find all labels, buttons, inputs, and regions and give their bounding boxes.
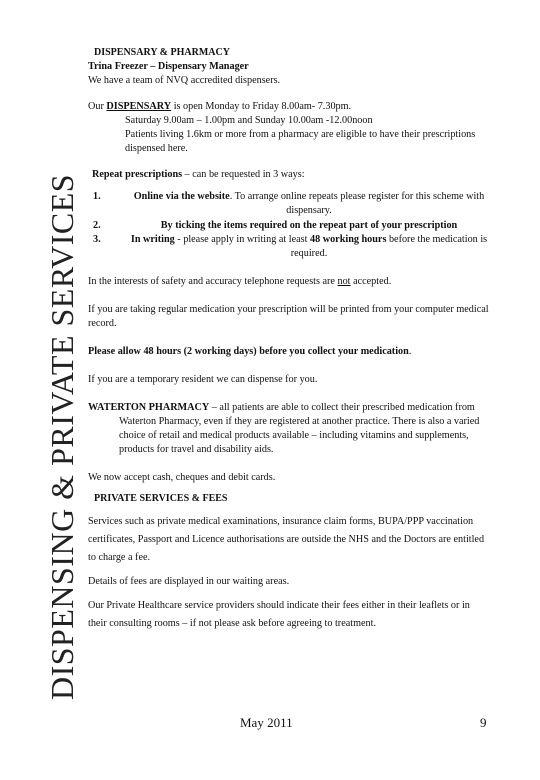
list-item-text [128,233,490,261]
dispensary-team: We have a team of NVQ accredited dispensers. [88,74,281,86]
telephone-prefix: In the interests of safety and accuracy telephone requests are [88,275,338,287]
allow-end: . [408,345,412,357]
not-keyword: not [337,275,351,287]
page-content [88,46,490,632]
list-item-number: 2. [93,219,101,231]
allow-48-hours [88,345,490,359]
fees-display: Details of fees are displayed in our waiting areas. [88,575,290,587]
list-item-text [128,219,490,233]
method-writing-detail: - please apply in writing at least [174,233,310,245]
temporary-resident: If you are a temporary resident we can dispense for you. [88,374,318,386]
method-writing-hours: 48 working hours [309,233,387,245]
telephone-policy [88,275,490,289]
repeat-methods-list [88,190,490,260]
repeat-intro-rest: – can be requested in 3 ways: [182,169,305,181]
regular-medication: If you are taking regular medication your prescription will be printed from your computer medical record. [88,303,489,329]
opening-suffix: is open Monday to Friday 8.00am- 7.30pm. [171,100,352,112]
repeat-intro-bold: Repeat prescriptions [92,169,183,181]
opening-prefix: Our [88,100,107,112]
dispensary-heading: DISPENSARY & PHARMACY [94,47,230,58]
opening-hours [88,100,490,114]
method-ticking: By ticking the items required on the repeat part of your prescription [160,219,458,231]
method-writing: In writing [130,233,175,245]
private-heading: PRIVATE SERVICES & FEES [94,492,228,504]
waterton-heading: WATERTON PHARMACY [88,402,210,414]
list-item-text [128,190,490,218]
allow-bold: Please allow 48 hours (2 working days) before you collect your medication [88,345,409,357]
method-online: Online via the website [133,191,230,203]
footer-date: May 2011 [240,715,293,730]
list-item [88,233,490,261]
private-providers: Our Private Healthcare service providers should indicate their fees either in their leaflets or in their consulting rooms – if not please ask before agreeing to treatment. [88,599,470,629]
list-item [88,190,490,218]
waterton-pharmacy [88,401,490,457]
list-item [88,219,490,233]
weekend-hours: Saturday 9.00am – 1.00pm and Sunday 10.00am -12.00noon [125,115,373,127]
method-writing-end: before the medication is required. [290,233,488,259]
telephone-suffix: accepted. [350,275,392,287]
list-item-number: 3. [93,233,101,245]
list-item-number: 1. [93,191,101,203]
distance-eligibility: Patients living 1.6km or more from a pharmacy are eligible to have their prescriptions dispensed here. [125,129,476,155]
private-services: Services such as private medical examinations, insurance claim forms, BUPA/PPP vaccination certificates, Passport and Licence authorisations are outside the NHS and the Doctors are entitled to charge a fee. [88,516,485,563]
waterton-text: – all patients are able to collect their prescribed medication from Waterton Pharmacy, even if they are registered at another practice. There is also a varied choice of retail and medical products available – including vitamins and supplements, products for travel and disability aids. [119,402,480,456]
repeat-intro [92,168,490,182]
page-number: 9 [480,715,487,730]
payment-methods: We now accept cash, cheques and debit cards. [88,472,276,484]
dispensary-manager: Trina Freezer – Dispensary Manager [88,60,249,72]
dispensary-keyword: DISPENSARY [106,100,172,112]
side-title: DISPENSING & PRIVATE SERVICES [44,173,80,700]
method-online-detail: . To arrange online repeats please register for this scheme with dispensary. [229,191,485,217]
